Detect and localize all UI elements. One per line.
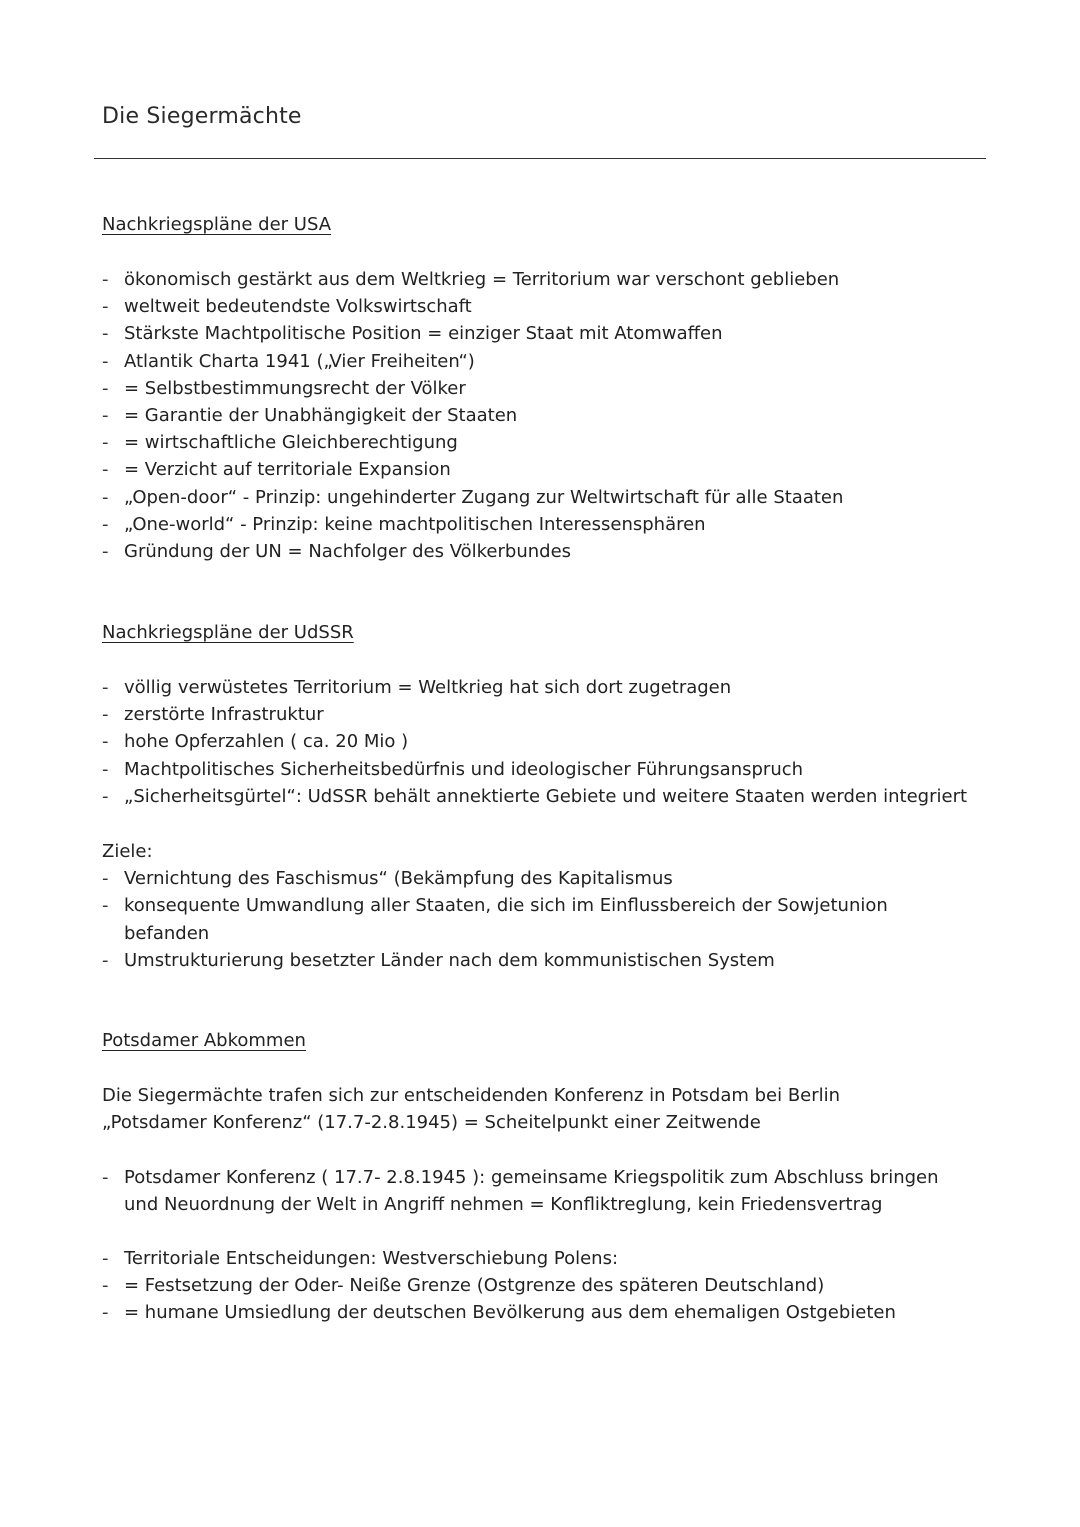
list-item: - Atlantik Charta 1941 („Vier Freiheiten“) — [102, 348, 1002, 375]
dash-bullet-icon: - — [102, 405, 109, 427]
list-item: - Territoriale Entscheidungen: Westverschiebung Polens: — [102, 1245, 1002, 1272]
list-item: - Machtpolitisches Sicherheitsbedürfnis und ideologischer Führungsanspruch — [102, 756, 1002, 783]
intro-line: „Potsdamer Konferenz“ (17.7-2.8.1945) = Scheitelpunkt einer Zeitwende — [102, 1112, 761, 1134]
dash-bullet-icon: - — [102, 377, 109, 399]
list-item: - konsequente Umwandlung aller Staaten, die sich im Einflussbereich der Sowjetunion befanden — [102, 892, 902, 946]
list-item: - ökonomisch gestärkt aus dem Weltkrieg = Territorium war verschont geblieben — [102, 266, 1002, 293]
section-usa — [102, 211, 1002, 239]
list-item: - hohe Opferzahlen ( ca. 20 Mio ) — [102, 728, 1002, 755]
list-item: - = wirtschaftliche Gleichberechtigung — [102, 429, 1002, 456]
list-item: - völlig verwüstetes Territorium = Weltkrieg hat sich dort zugetragen — [102, 674, 1002, 701]
potsdam-list-b — [102, 1245, 1002, 1327]
dash-bullet-icon: - — [102, 704, 109, 726]
list-item: - = Garantie der Unabhängigkeit der Staaten — [102, 402, 1002, 429]
section-heading-udssr: Nachkriegspläne der UdSSR — [102, 622, 354, 643]
potsdam-list-a-block — [102, 1164, 962, 1218]
dash-bullet-icon: - — [102, 677, 109, 698]
list-item: - = Selbstbestimmungsrecht der Völker — [102, 375, 1002, 402]
dash-bullet-icon: - — [102, 459, 109, 481]
list-item: - Gründung der UN = Nachfolger des Völkerbundes — [102, 538, 1002, 565]
dash-bullet-icon: - — [102, 1167, 109, 1188]
dash-bullet-icon: - — [102, 1302, 109, 1324]
usa-list-block — [102, 266, 1002, 565]
list-item: - Potsdamer Konferenz ( 17.7- 2.8.1945 ): gemeinsame Kriegspolitik zum Abschluss bringen und Neuordnung der Welt in Angriff nehmen = Konfliktreglung, kein Friedensvertrag — [102, 1164, 962, 1218]
list-item: - „Sicherheitsgürtel“: UdSSR behält annektierte Gebiete und weitere Staaten werden integriert — [102, 783, 1002, 810]
list-item: - „Open-door“ - Prinzip: ungehinderter Zugang zur Weltwirtschaft für alle Staaten — [102, 484, 1002, 511]
dash-bullet-icon: - — [102, 486, 109, 508]
dash-bullet-icon: - — [102, 785, 109, 807]
list-item: - weltweit bedeutendste Volkswirtschaft — [102, 293, 1002, 320]
page-title: Die Siegermächte — [102, 104, 302, 129]
list-item: - = Festsetzung der Oder- Neiße Grenze (Ostgrenze des späteren Deutschland) — [102, 1272, 1002, 1299]
title-divider — [94, 158, 986, 159]
list-item: - = humane Umsiedlung der deutschen Bevölkerung aus dem ehemaligen Ostgebieten — [102, 1299, 1002, 1326]
list-item: - „One-world“ - Prinzip: keine machtpolitischen Interessensphären — [102, 511, 1002, 538]
dash-bullet-icon: - — [102, 895, 109, 917]
goals-block — [102, 838, 1002, 974]
dash-bullet-icon: - — [102, 1275, 109, 1297]
potsdam-intro — [102, 1082, 1002, 1136]
goals-label: Ziele: — [102, 841, 153, 862]
list-item: - = Verzicht auf territoriale Expansion — [102, 456, 1002, 483]
dash-bullet-icon: - — [102, 513, 109, 535]
potsdam-list-b-block — [102, 1245, 1002, 1327]
dash-bullet-icon: - — [102, 949, 109, 971]
section-udssr — [102, 619, 1002, 647]
dash-bullet-icon: - — [102, 758, 109, 780]
potsdam-list-a — [102, 1164, 962, 1218]
list-item: - Umstrukturierung besetzter Länder nach dem kommunistischen System — [102, 947, 902, 974]
section-heading-usa: Nachkriegspläne der USA — [102, 214, 332, 235]
dash-bullet-icon: - — [102, 1248, 109, 1269]
dash-bullet-icon: - — [102, 269, 109, 290]
udssr-list-block — [102, 674, 1002, 810]
udssr-list — [102, 674, 1002, 810]
list-item: - Vernichtung des Faschismus“ (Bekämpfung des Kapitalismus — [102, 865, 902, 892]
goals-list — [102, 865, 902, 974]
list-item: - Stärkste Machtpolitische Position = einziger Staat mit Atomwaffen — [102, 320, 1002, 347]
dash-bullet-icon: - — [102, 731, 109, 753]
section-heading-potsdam: Potsdamer Abkommen — [102, 1030, 306, 1051]
dash-bullet-icon: - — [102, 541, 109, 563]
dash-bullet-icon: - — [102, 432, 109, 454]
dash-bullet-icon: - — [102, 323, 109, 345]
dash-bullet-icon: - — [102, 350, 109, 372]
list-item: - zerstörte Infrastruktur — [102, 701, 1002, 728]
dash-bullet-icon: - — [102, 868, 109, 890]
section-potsdam — [102, 1027, 1002, 1055]
dash-bullet-icon: - — [102, 296, 109, 318]
usa-list — [102, 266, 1002, 565]
intro-line: Die Siegermächte trafen sich zur entscheidenden Konferenz in Potsdam bei Berlin — [102, 1085, 841, 1106]
